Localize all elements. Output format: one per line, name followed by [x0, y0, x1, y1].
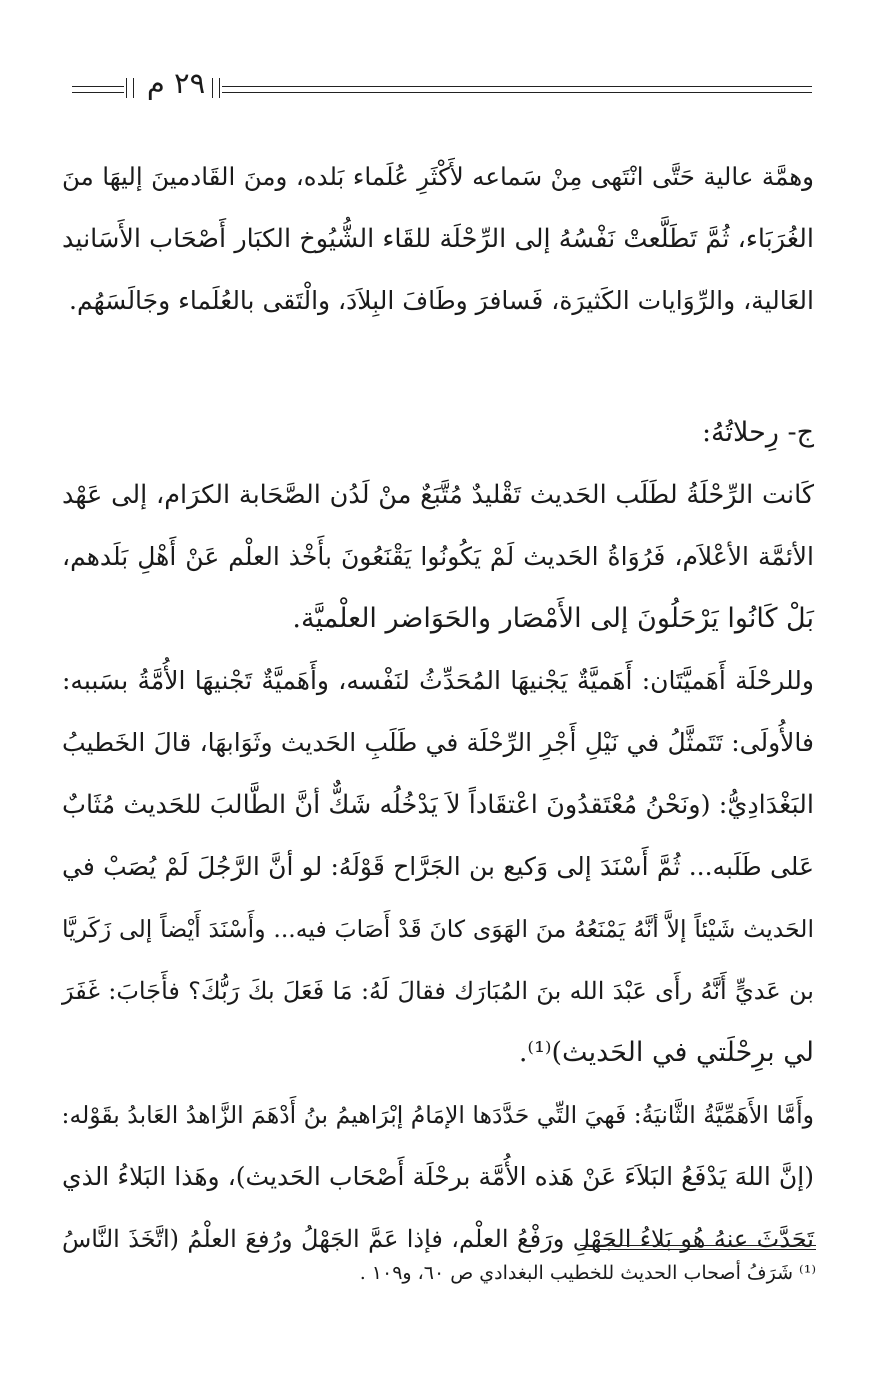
text-line: فالأُولَى: تَتَمثَّلُ في نَيْلِ أَجْرِ الرِّحْلَة في طَلَبِ الحَديث وثَوَابهَا، قالَ الخَطيبُ	[62, 728, 814, 757]
text-line: العَالية، والرِّوَايات الكَثيرَة، فَسافرَ وطَافَ البِلاَدَ، والْتَقى بالعُلَماء وجَالَسَهُم.	[69, 286, 814, 315]
text-line: بَلْ كَانُوا يَرْحَلُونَ إلى الأَمْصَار والحَوَاضر العلْميَّة.	[292, 603, 814, 634]
text-line: كَانت الرِّحْلَةُ لطَلَب الحَديث تَقْليدٌ مُتَّبَعٌ منْ لَدُن الصَّحَابة الكرَام، إلى عَهْد	[62, 480, 814, 510]
paragraph-importance	[62, 650, 814, 1084]
text-line: البَغْدَادِيُّ: (ونَحْنُ مُعْتَقدُونَ اعْتقَاداً لاَ يَدْخُلُه شَكٌّ أنَّ الطَّالبَ للحَديث مُثَابٌ	[62, 790, 814, 820]
text-line: وأَمَّا الأَهَمِّيَّةُ الثَّانيَةُ: فَهيَ التِّي حَدَّدَها الإمَامُ إبْرَاهيمُ بنُ أَدْهَمَ الزَّاهدُ العَابدُ بقَوْله:	[61, 1101, 814, 1129]
text-line: تَحَدَّثَ عنهُ هُو بَلاءُ الجَهْلِ ورَفْعُ العلْم، فإذا عَمَّ الجَهْلُ ورُفعَ العلْمُ (اتَّخَذَ النَّاسُ	[62, 1225, 814, 1253]
header-rule-right	[222, 86, 812, 93]
paragraph-second-importance	[62, 1084, 814, 1270]
page-header	[72, 66, 812, 102]
header-ornament-left	[126, 78, 134, 98]
paragraph-intro	[62, 146, 814, 332]
section-gap	[62, 332, 814, 402]
header-rule-left	[72, 86, 124, 93]
text-line: الغُرَبَاء، ثُمَّ تَطَلَّعتْ نَفْسُهُ إلى الرِّحْلَة للقَاء الشُّيُوخ الكبَار أَصْحَاب الأَسَانيد	[62, 224, 814, 254]
text-line: بن عَديٍّ أَنَّهُ رأَى عَبْدَ الله بنَ المُبَارَك فقالَ لَهُ: مَا فَعَلَ بكَ رَبُّكَ؟ فأَجَابَ: غَفَرَ	[62, 977, 814, 1005]
section-heading: ج- رِحلاتُهُ:	[701, 417, 814, 448]
text-line: وللرحْلَة أَهَميَّتَان: أَهَميَّةٌ يَجْنيهَا المُحَدِّثُ لنَفْسه، وأَهَميَّةٌ تَجْنيهَا الأُمَّةُ بسَببه:	[62, 666, 814, 695]
text-line: عَلى طَلَبه... ثُمَّ أَسْنَدَ إلى وَكيع بن الجَرَّاح قَوْلَهُ: لو أنَّ الرَّجُلَ لَمْ يُصَبْ في	[62, 852, 814, 881]
paragraph-travels	[62, 464, 814, 650]
footnote: ⁽¹⁾ شَرَفُ أصحاب الحديث للخطيب البغدادي ص ٦٠، و١٠٩ .	[359, 1262, 816, 1284]
text-line: لي برِحْلَتي في الحَديث)⁽¹⁾.	[518, 1037, 814, 1068]
text-line: وهمَّة عالية حَتَّى انْتَهى مِنْ سَماعه لأَكْثَرِ عُلَماء بَلده، ومنَ القَادمينَ إليهَا منَ	[62, 162, 814, 191]
text-line: الأئمَّة الأعْلاَم، فَرُوَاةُ الحَديث لَمْ يَكُونُوا يَقْنَعُونَ بأَخْذ العلْم عَنْ أَهْلِ بَلَدهم،	[62, 542, 814, 571]
footnote-separator	[580, 1245, 816, 1250]
main-text	[62, 146, 814, 1270]
header-ornament-right	[212, 78, 220, 98]
page-number: ٢٩ م	[146, 66, 206, 100]
text-line: الحَديث شَيْئاً إلاَّ أنَّهُ يَمْنَعُهُ منَ الهَوَى كانَ قَدْ أَصَابَ فيه... وأَسْنَدَ أَيْضاً إلى زَكَريَّا	[62, 915, 814, 943]
text-line: (إنَّ اللهَ يَدْفَعُ البَلاَءَ عَنْ هَذه الأُمَّة برحْلَة أَصْحَاب الحَديث)، وهَذا البَلاءُ الذي	[62, 1162, 814, 1191]
